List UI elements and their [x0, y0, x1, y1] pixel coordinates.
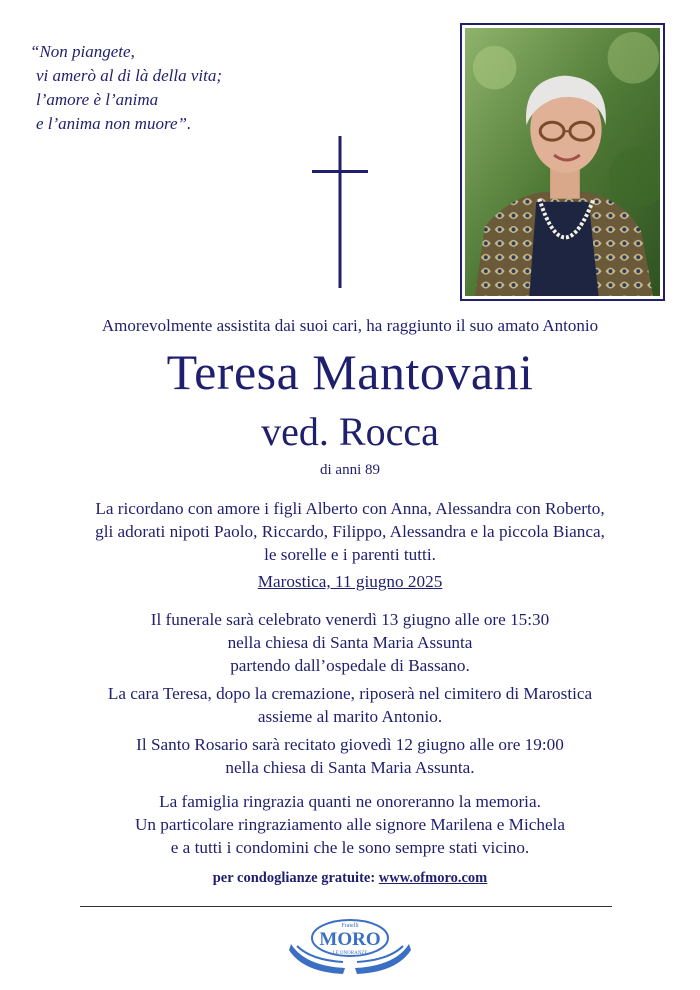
- burial-line: assieme al marito Antonio.: [257, 707, 443, 726]
- place-date: [0, 572, 700, 592]
- place-date-text: Marostica, 11 giugno 2025: [257, 572, 443, 591]
- quote-line: “Non piangete,: [30, 42, 135, 61]
- thanks-line: Un particolare ringraziamento alle signore Marilena e Michela: [135, 815, 565, 834]
- condolences-link[interactable]: www.ofmoro.com: [378, 870, 488, 886]
- family-line: le sorelle e i parenti tutti.: [264, 545, 436, 564]
- intro-line: Amorevolmente assistita dai suoi cari, ha raggiunto il suo amato Antonio: [101, 316, 599, 335]
- cross-icon: [312, 136, 368, 288]
- age: di anni 89: [320, 462, 380, 478]
- condolences: [0, 870, 700, 887]
- widow-of: ved. Rocca: [261, 409, 439, 454]
- burial-line: La cara Teresa, dopo la cremazione, riposerà nel cimitero di Marostica: [107, 684, 593, 703]
- thanks-line: e a tutti i condomini che le sono sempre stati vicino.: [170, 838, 530, 857]
- rosary-paragraph: [0, 733, 700, 779]
- funeral-line: nella chiesa di Santa Maria Assunta: [227, 633, 473, 652]
- burial-paragraph: [0, 682, 700, 728]
- quote-line: vi amerò al di là della vita;: [36, 66, 223, 85]
- logo-bottom-text: LE ONORANZE: [332, 951, 368, 956]
- funeral-paragraph: [0, 608, 700, 677]
- moro-logo: [287, 916, 413, 976]
- logo-top-text: Fratelli: [341, 923, 359, 929]
- funeral-line: partendo dall’ospedale di Bassano.: [230, 656, 470, 675]
- funeral-line: Il funerale sarà celebrato venerdì 13 giugno alle ore 15:30: [150, 610, 550, 629]
- logo-name-text: MORO: [319, 929, 381, 950]
- condolences-label: per condoglianze gratuite:: [212, 870, 376, 886]
- family-paragraph: [0, 497, 700, 566]
- quote: [30, 40, 222, 136]
- quote-line: l’amore è l’anima: [36, 90, 159, 109]
- portrait-photo: [460, 23, 665, 301]
- family-line: La ricordano con amore i figli Alberto con Anna, Alessandra con Roberto,: [95, 499, 605, 518]
- deceased-name: Teresa Mantovani: [166, 344, 534, 400]
- rosary-line: Il Santo Rosario sarà recitato giovedì 12 giugno alle ore 19:00: [136, 735, 564, 754]
- quote-line: e l’anima non muore”.: [36, 114, 192, 133]
- divider: [80, 906, 612, 907]
- thanks-line: La famiglia ringrazia quanti ne onoreranno la memoria.: [159, 792, 541, 811]
- rosary-line: nella chiesa di Santa Maria Assunta.: [225, 758, 475, 777]
- thanks-paragraph: [0, 790, 700, 859]
- family-line: gli adorati nipoti Paolo, Riccardo, Filippo, Alessandra e la piccola Bianca,: [95, 522, 605, 541]
